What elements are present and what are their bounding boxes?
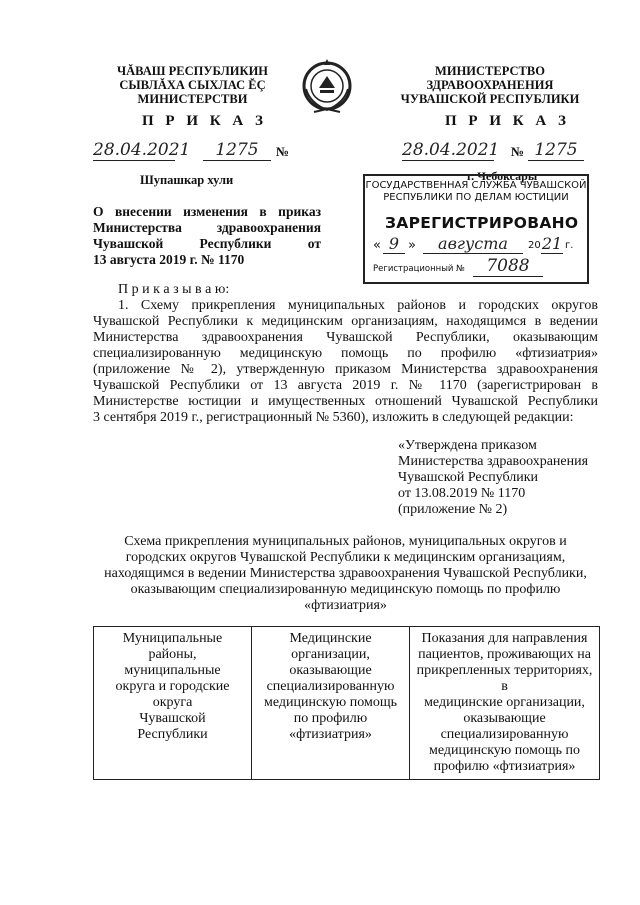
header-left-line: СЫВЛĂХА СЫХЛАС ĔÇ — [119, 78, 266, 92]
header-text: округа — [152, 695, 193, 710]
stamp-line: РЕСПУБЛИКИ ПО ДЕЛАМ ЮСТИЦИИ — [383, 192, 569, 203]
approval-line: (приложение № 2) — [398, 502, 508, 517]
order-number-left: 1275 — [203, 140, 271, 161]
stamp-year-prefix: 20 — [528, 240, 541, 251]
order-title-line: О внесении изменения в приказ — [93, 204, 321, 219]
paragraph-line: Министерства здравоохранения Чувашской Республики, оказывающим — [93, 330, 598, 345]
table-header-row — [94, 627, 600, 780]
approval-line: Чувашской Республики — [398, 470, 539, 485]
order-title-line: Чувашской Республики от — [93, 236, 321, 251]
header-left — [100, 64, 285, 106]
stamp-reg-number: 7088 — [473, 256, 543, 277]
header-text: организации, — [291, 647, 370, 662]
scheme-title-line: городских округов Чувашской Республики к медицинским организациям, — [125, 550, 566, 565]
order-title-line: 13 августа 2019 г. № 1170 — [93, 252, 245, 267]
table-header-cell — [252, 627, 410, 780]
registration-stamp — [363, 174, 589, 284]
prikazyvayu: П р и к а з ы в а ю: — [118, 282, 230, 297]
header-text: по профилю — [293, 711, 368, 726]
header-text: оказывающие — [289, 663, 372, 678]
scheme-table — [93, 626, 600, 780]
header-text: медицинскую помощь по — [429, 743, 580, 758]
stamp-reg-row — [373, 256, 583, 278]
scheme-title-line: находящимся в ведении Министерства здравоохранения Чувашской Республики, — [104, 566, 587, 581]
order-date-right: 28.04.2021 — [402, 140, 500, 160]
order-title-line: Министерства здравоохранения — [93, 220, 321, 235]
prikaz-left: П Р И К А З — [142, 113, 267, 129]
header-right-line: ЗДРАВООХРАНЕНИЯ — [426, 78, 554, 92]
stamp-year-g: г. — [565, 240, 574, 251]
stamp-line: ГОСУДАРСТВЕННАЯ СЛУЖБА ЧУВАШСКОЙ — [365, 180, 587, 191]
paragraph-1 — [93, 298, 598, 426]
paragraph-line: 1. Схему прикрепления муниципальных районов и городских округов — [118, 298, 598, 313]
scheme-title-line: оказывающим специализированную медицинскую помощь по профилю — [130, 582, 561, 597]
header-text: специализированную — [266, 679, 395, 694]
stamp-month: августа — [423, 234, 523, 254]
header-text: Показания для направления — [421, 631, 588, 646]
header-right-line: ЧУВАШСКОЙ РЕСПУБЛИКИ — [400, 92, 580, 106]
order-number-right: 1275 — [528, 140, 584, 161]
city-right: г. Чебоксары — [467, 169, 538, 183]
header-text: Муниципальные — [122, 631, 223, 646]
header-text: районы, — [148, 647, 197, 662]
approval-line: «Утверждена приказом — [398, 438, 537, 453]
header-text: оказывающие — [463, 711, 546, 726]
header-text: Медицинские — [289, 631, 372, 646]
stamp-quote-open: « — [373, 238, 381, 253]
scheme-title — [93, 534, 598, 614]
header-right — [395, 64, 585, 106]
paragraph-line: Чувашской Республики от 13 августа 2019 г. № 1170 (зарегистрирован в — [93, 378, 598, 393]
header-text: специализированную — [440, 727, 569, 742]
header-left-line: МИНИСТЕРСТВИ — [137, 92, 248, 106]
paragraph-line: специализированную медицинскую помощь по профилю «фтизиатрия» — [93, 346, 598, 361]
order-title — [93, 204, 321, 268]
city-left: Шупашкар хули — [140, 173, 234, 187]
header-text: «фтизиатрия» — [289, 727, 372, 742]
stamp-date-row — [373, 236, 583, 256]
scheme-title-line: «фтизиатрия» — [304, 598, 387, 613]
header-text: муниципальные — [124, 663, 221, 678]
header-right-line: МИНИСТЕРСТВО — [435, 64, 545, 78]
table-header-cell — [410, 627, 600, 780]
number-sign-left: № — [276, 144, 290, 159]
stamp-registered: ЗАРЕГИСТРИРОВАНО — [385, 214, 579, 232]
approval-block — [398, 438, 588, 518]
paragraph-line: Министерстве юстиции и имущественных отношений Чувашской Республики — [93, 394, 598, 409]
stamp-year-suffix: 21 — [541, 234, 563, 253]
header-text: профилю «фтизиатрия» — [433, 759, 576, 774]
header-text: медицинскую помощь — [263, 695, 397, 710]
header-text: прикрепленных территориях, в — [416, 663, 593, 694]
approval-line: Министерства здравоохранения — [398, 454, 589, 469]
order-date-left: 28.04.2021 — [93, 140, 191, 160]
stamp-day: 9 — [383, 234, 405, 254]
header-text: округа и городские — [115, 679, 230, 694]
header-text: Республики — [137, 727, 208, 742]
approval-line: от 13.08.2019 № 1170 — [398, 486, 526, 501]
stamp-reg-label: Регистрационный № — [373, 264, 465, 274]
number-sign-right: № — [511, 144, 525, 159]
header-text: медицинские организации, — [424, 695, 585, 710]
table-header-cell — [94, 627, 252, 780]
paragraph-line: (приложение № 2), утвержденную приказом Министерства здравоохранения — [93, 362, 598, 377]
paragraph-line: 3 сентября 2019 г., регистрационный № 5360), изложить в следующей редакции: — [93, 410, 574, 425]
header-text: пациентов, проживающих на — [418, 647, 591, 662]
stamp-quote-close: » — [408, 238, 416, 253]
header-left-line: ЧĂВАШ РЕСПУБЛИКИН — [116, 64, 269, 78]
scheme-title-line: Схема прикрепления муниципальных районов, муниципальных округов и — [124, 534, 567, 549]
paragraph-line: Чувашской Республики к медицинским организациям, находящимся в ведении — [93, 314, 598, 329]
prikaz-right: П Р И К А З — [445, 113, 570, 129]
header-text: Чувашской — [139, 711, 206, 726]
coat-of-arms-emblem — [300, 55, 354, 117]
